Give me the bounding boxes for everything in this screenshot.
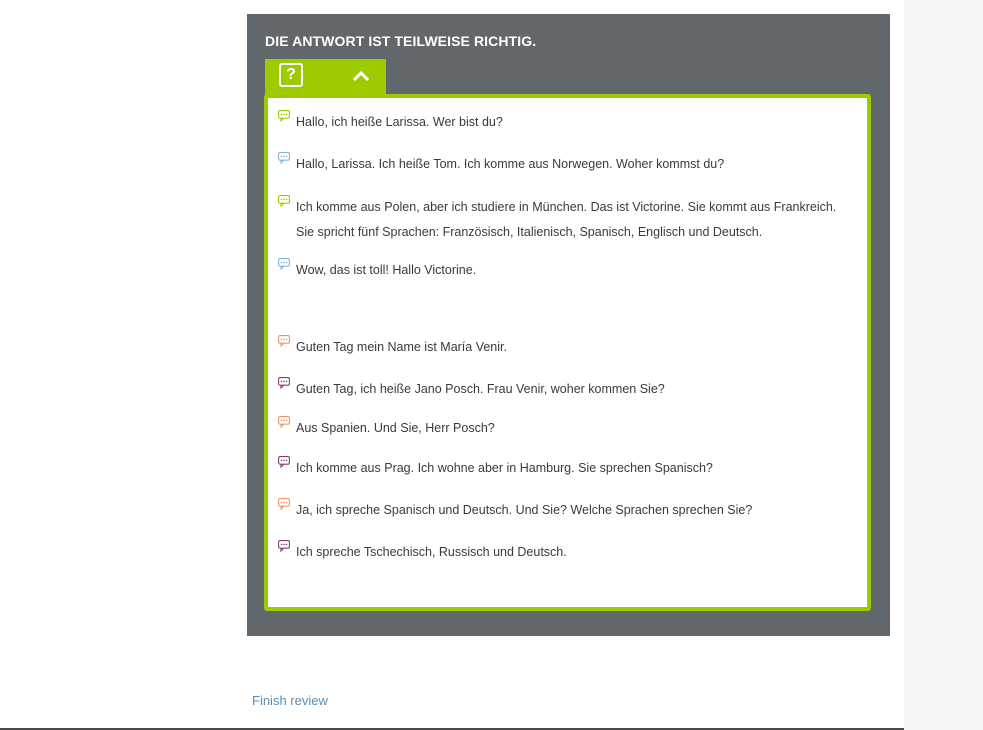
speech-bubble-icon — [278, 335, 290, 347]
dialogue-text: Ja, ich spreche Spanisch und Deutsch. Und Sie? Welche Sprachen sprechen Sie? — [296, 503, 753, 517]
dialogue-text: Guten Tag, ich heiße Jano Posch. Frau Venir, woher kommen Sie? — [296, 382, 665, 396]
collapse-button[interactable] — [347, 65, 375, 87]
help-button[interactable]: ? — [279, 63, 303, 87]
feedback-tab-bar — [265, 59, 386, 95]
dialogue-text: Ich komme aus Prag. Ich wohne aber in Hamburg. Sie sprechen Spanisch? — [296, 461, 713, 475]
dialogue-box — [264, 94, 871, 611]
dialogue-text: Ich komme aus Polen, aber ich studiere in München. Das ist Victorine. Sie kommt aus Frankreich. — [296, 200, 837, 214]
dialogue-text-continued: Sie spricht fünf Sprachen: Französisch, Italienisch, Spanisch, Englisch und Deutsch. — [296, 225, 763, 239]
speech-bubble-icon — [278, 195, 290, 207]
dialogue-text: Hallo, Larissa. Ich heiße Tom. Ich komme aus Norwegen. Woher kommst du? — [296, 157, 725, 171]
speech-bubble-icon — [278, 456, 290, 468]
speech-bubble-icon — [278, 258, 290, 270]
dialogue-text: Ich spreche Tschechisch, Russisch und Deutsch. — [296, 545, 567, 559]
right-margin-strip — [904, 0, 983, 730]
speech-bubble-icon — [278, 110, 290, 122]
dialogue-text: Guten Tag mein Name ist María Venir. — [296, 340, 507, 354]
dialogue-text: Hallo, ich heiße Larissa. Wer bist du? — [296, 115, 503, 129]
speech-bubble-icon — [278, 377, 290, 389]
finish-review-link[interactable]: Finish review — [252, 693, 328, 708]
dialogue-text: Aus Spanien. Und Sie, Herr Posch? — [296, 421, 495, 435]
chevron-up-icon — [352, 70, 370, 82]
dialogue-text: Wow, das ist toll! Hallo Victorine. — [296, 263, 477, 277]
speech-bubble-icon — [278, 152, 290, 164]
speech-bubble-icon — [278, 540, 290, 552]
result-title: DIE ANTWORT IST TEILWEISE RICHTIG. — [265, 33, 537, 49]
speech-bubble-icon — [278, 498, 290, 510]
speech-bubble-icon — [278, 416, 290, 428]
feedback-panel — [247, 14, 890, 636]
